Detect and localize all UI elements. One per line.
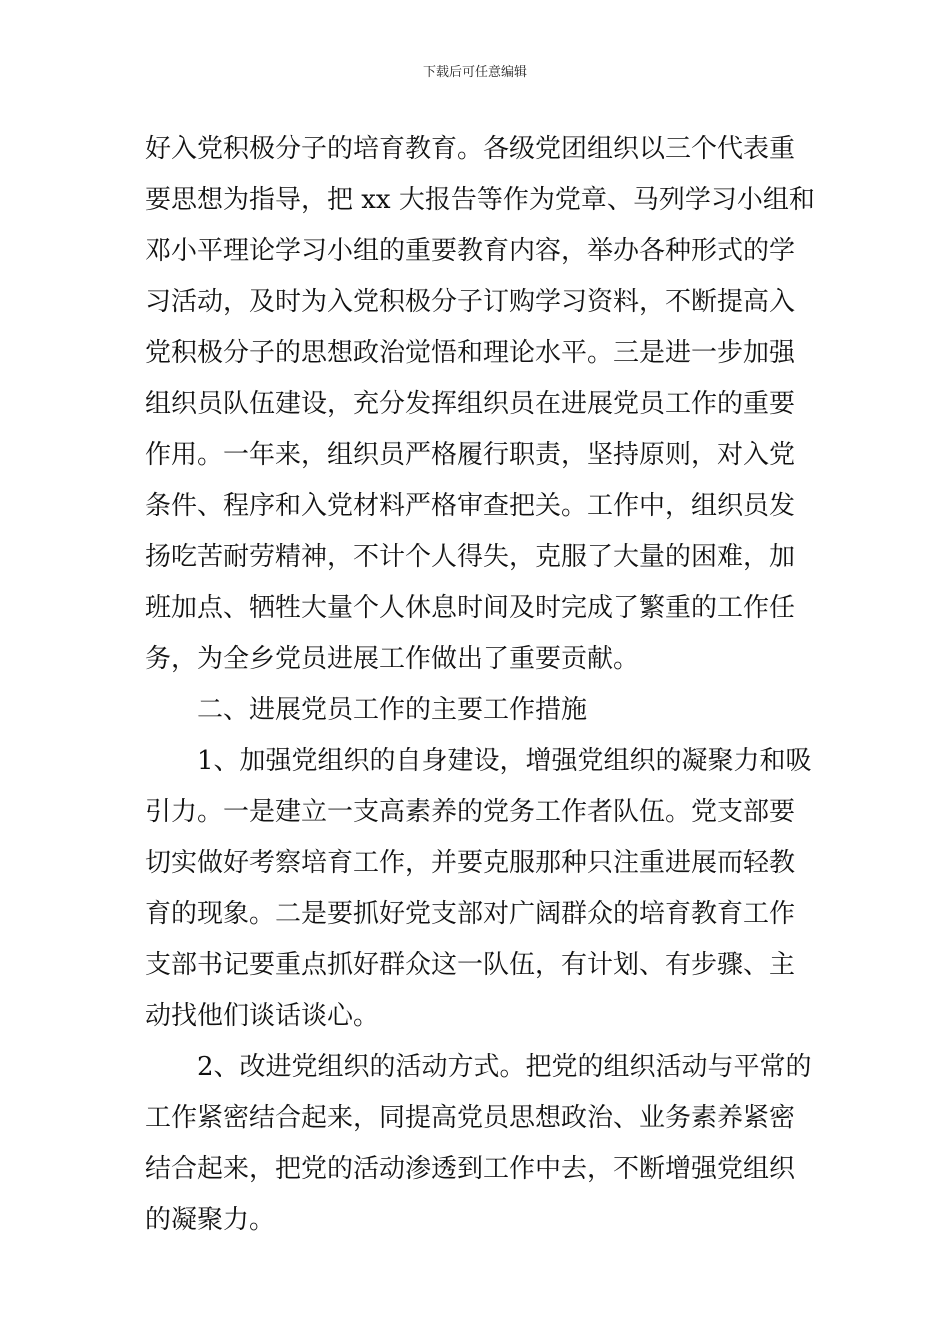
body-line: 组织员队伍建设，充分发挥组织员在进展党员工作的重要 — [145, 389, 796, 419]
paragraph-first-line: 1、加强党组织的自身建设，增强党组织的凝聚力和吸 — [197, 746, 812, 776]
body-line: 务，为全乡党员进展工作做出了重要贡献。 — [145, 644, 640, 674]
body-line: 工作紧密结合起来，同提高党员思想政治、业务素养紧密 — [145, 1103, 796, 1133]
body-line: 习活动，及时为入党积极分子订购学习资料，不断提高入 — [145, 287, 796, 317]
body-line: 扬吃苦耐劳精神，不计个人得失，克服了大量的困难，加 — [145, 542, 796, 572]
paragraph-first-line: 2、改进党组织的活动方式。把党的组织活动与平常的 — [197, 1052, 812, 1082]
body-line: 党积极分子的思想政治觉悟和理论水平。三是进一步加强 — [145, 338, 796, 368]
body-line: 支部书记要重点抓好群众这一队伍，有计划、有步骤、主 — [145, 950, 796, 980]
section-heading: 二、进展党员工作的主要工作措施 — [197, 695, 588, 725]
body-line: 班加点、牺牲大量个人休息时间及时完成了繁重的工作任 — [145, 593, 796, 623]
body-line: 条件、程序和入党材料严格审查把关。工作中，组织员发 — [145, 491, 796, 521]
body-line: 要思想为指导，把 xx 大报告等作为党章、马列学习小组和 — [145, 185, 815, 215]
document-body — [145, 124, 815, 1246]
page-header-note: 下载后可任意编辑 — [422, 65, 527, 80]
body-line: 好入党积极分子的培育教育。各级党团组织以三个代表重 — [145, 134, 796, 164]
body-line: 作用。一年来，组织员严格履行职责，坚持原则，对入党 — [145, 440, 796, 470]
body-line: 结合起来，把党的活动渗透到工作中去，不断增强党组织 — [145, 1154, 796, 1184]
body-line: 的凝聚力。 — [145, 1205, 276, 1235]
body-line: 育的现象。二是要抓好党支部对广阔群众的培育教育工作 — [145, 899, 796, 929]
body-line: 引力。一是建立一支高素养的党务工作者队伍。党支部要 — [145, 797, 796, 827]
body-line: 邓小平理论学习小组的重要教育内容，举办各种形式的学 — [145, 236, 796, 266]
body-line: 动找他们谈话谈心。 — [145, 1001, 380, 1031]
body-line: 切实做好考察培育工作，并要克服那种只注重进展而轻教 — [145, 848, 796, 878]
